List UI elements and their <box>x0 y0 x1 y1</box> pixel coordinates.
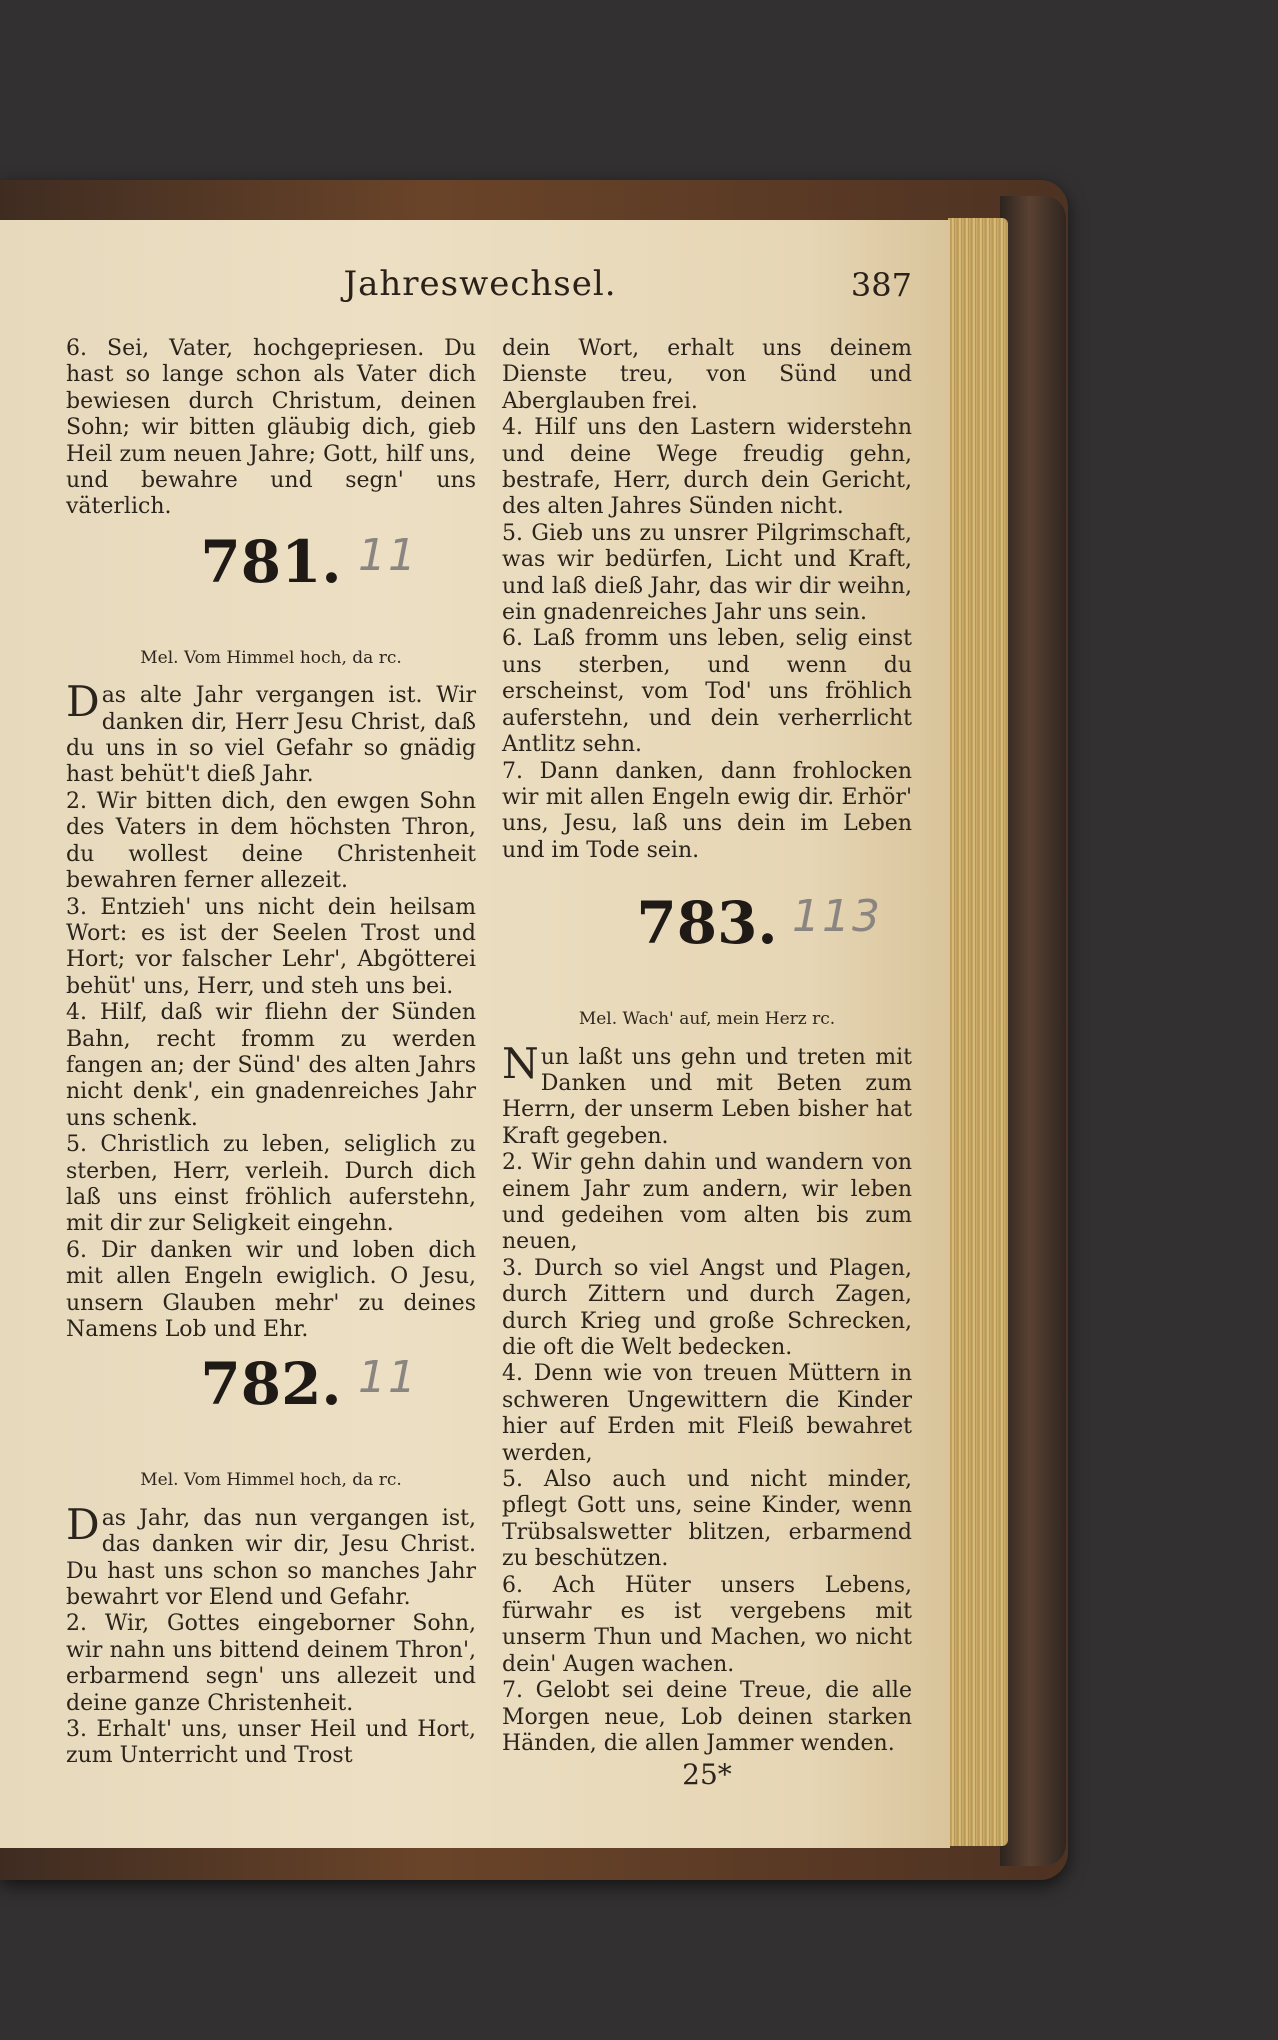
page-edges <box>948 218 1008 1846</box>
right-column <box>502 336 912 1791</box>
stanza: 6. Laß fromm uns leben, selig einst uns sterben, und wenn du erscheinst, vom Tod' uns fröhlich auferstehn, und dein verherrlicht Antlitz sehn. <box>502 626 912 758</box>
drop-cap: N <box>502 1038 539 1088</box>
stanza-text: un laßt uns gehn und treten mit Danken und mit Beten zum Herrn, der unserm Leben bisher hat Kraft gegeben. <box>502 1044 912 1149</box>
stanza: 6. Sei, Vater, hochgepriesen. Du hast so lange schon als Vater dich bewiesen durch Christum, deinen Sohn; wir bitten gläubig dich, gieb Heil zum neuen Jahre; Gott, hilf uns, und bewahre und segn' uns väterlich. <box>66 336 476 520</box>
stanza: 3. Entzieh' uns nicht dein heilsam Wort: es ist der Seelen Trost und Hort; vor falscher Lehr', Abgötterei behüt' uns, Herr, und steh uns bei. <box>66 894 476 999</box>
stanza: 4. Hilf, daß wir fliehn der Sünden Bahn, recht fromm zu werden fangen an; der Sünd' des alten Jahrs nicht denk', ein gnadenreiches Jahr uns schenk. <box>66 1000 476 1131</box>
stanza: 4. Denn wie von treuen Müttern in schweren Ungewittern die Kinder hier auf Erden mit Fleiß bewahret werden, <box>502 1361 912 1466</box>
stanza: 7. Dann danken, dann frohlocken wir mit allen Engeln ewig dir. Erhör' uns, Jesu, laß uns dein im Leben und im Tode sein. <box>502 758 912 863</box>
hymn-header-781 <box>66 527 476 635</box>
stanza: 4. Hilf uns den Lastern widerstehn und deine Wege freudig gehn, bestrafe, Herr, durch dein Gericht, des alten Jahres Sünden nicht. <box>502 415 912 520</box>
stanza <box>66 677 476 789</box>
stanza: 7. Gelobt sei deine Treue, die alle Morgen neue, Lob deinen starken Händen, die allen Jammer wenden. <box>502 1678 912 1757</box>
melody-line: Mel. Vom Himmel hoch, da rc. <box>140 647 402 668</box>
signature-mark: 25* <box>682 1757 732 1791</box>
hymn-number: 783. <box>636 889 778 958</box>
running-title: Jahreswechsel. <box>343 264 617 304</box>
book-page <box>0 220 950 1848</box>
stanza: 5. Gieb uns zu unsrer Pilgrimschaft, was wir bedürfen, Licht und Kraft, und laß dieß Jahr, das wir dir weihn, ein gnadenreiches Jahr uns sein. <box>502 520 912 626</box>
running-head <box>0 264 950 312</box>
melody-line: Mel. Wach' auf, mein Herz rc. <box>578 1009 836 1030</box>
left-column <box>66 336 476 1770</box>
stanza: 5. Christlich zu leben, seliglich zu sterben, Herr, verleih. Durch dich laß uns einst fröhlich auferstehn, mit dir zur Seligkeit eingehn. <box>66 1132 476 1237</box>
drop-cap: D <box>66 677 100 727</box>
stanza: 5. Also auch und nicht minder, pflegt Gott uns, seine Kinder, wenn Trübsalswetter blitzen, erbarmend zu beschützen. <box>502 1467 912 1572</box>
stanza: 2. Wir, Gottes eingeborner Sohn, wir nahn uns bittend deinem Thron', erbarmend segn' uns allezeit und deine ganze Christenheit. <box>66 1611 476 1716</box>
stanza-text: as Jahr, das nun vergangen ist, das danken wir dir, Jesu Christ. Du hast uns schon so manches Jahr bewahrt vor Elend und Gefahr. <box>66 1505 476 1611</box>
stanza: 2. Wir bitten dich, den ewgen Sohn des Vaters in dem höchsten Thron, du wollest deine Christenheit bewahren ferner allezeit. <box>66 788 476 894</box>
hymn-number: 781. <box>200 527 342 596</box>
handwritten-annotation: 11 <box>358 1352 418 1404</box>
stanza: 2. Wir gehn dahin und wandern von einem Jahr zum andern, wir leben und gedeihen vom alten bis zum neuen, <box>502 1150 912 1255</box>
stanza <box>502 1038 912 1151</box>
hymn-header-783 <box>502 889 912 996</box>
handwritten-annotation: 11 <box>358 529 418 581</box>
stanza <box>66 1499 476 1612</box>
stanza: 6. Dir danken wir und loben dich mit allen Engeln ewiglich. O Jesu, unsern Glauben mehr' zu deines Namens Lob und Ehr. <box>66 1237 476 1342</box>
melody-line: Mel. Vom Himmel hoch, da rc. <box>140 1470 402 1491</box>
book-spine <box>1000 196 1066 1866</box>
page-number: 387 <box>850 266 912 304</box>
stanza: 3. Erhalt' uns, unser Heil und Hort, zum Unterricht und Trost <box>66 1717 476 1769</box>
hymn-number: 782. <box>200 1350 342 1419</box>
stanza: dein Wort, erhalt uns deinem Dienste treu, von Sünd und Aberglauben frei. <box>502 336 912 414</box>
handwritten-annotation: 113 <box>792 891 882 943</box>
stanza-text: as alte Jahr vergangen ist. Wir danken dir, Herr Jesu Christ, daß du uns in so viel Gefahr so gnädig hast behüt't dieß Jahr. <box>66 683 476 788</box>
hymn-header-782 <box>66 1350 476 1457</box>
drop-cap: D <box>66 1499 100 1549</box>
stanza: 6. Ach Hüter unsers Lebens, fürwahr es ist vergebens mit unserm Thun und Machen, wo nicht dein' Augen wachen. <box>502 1572 912 1677</box>
stanza: 3. Durch so viel Angst und Plagen, durch Zittern und durch Zagen, durch Krieg und große Schrecken, die oft die Welt bedecken. <box>502 1255 912 1360</box>
